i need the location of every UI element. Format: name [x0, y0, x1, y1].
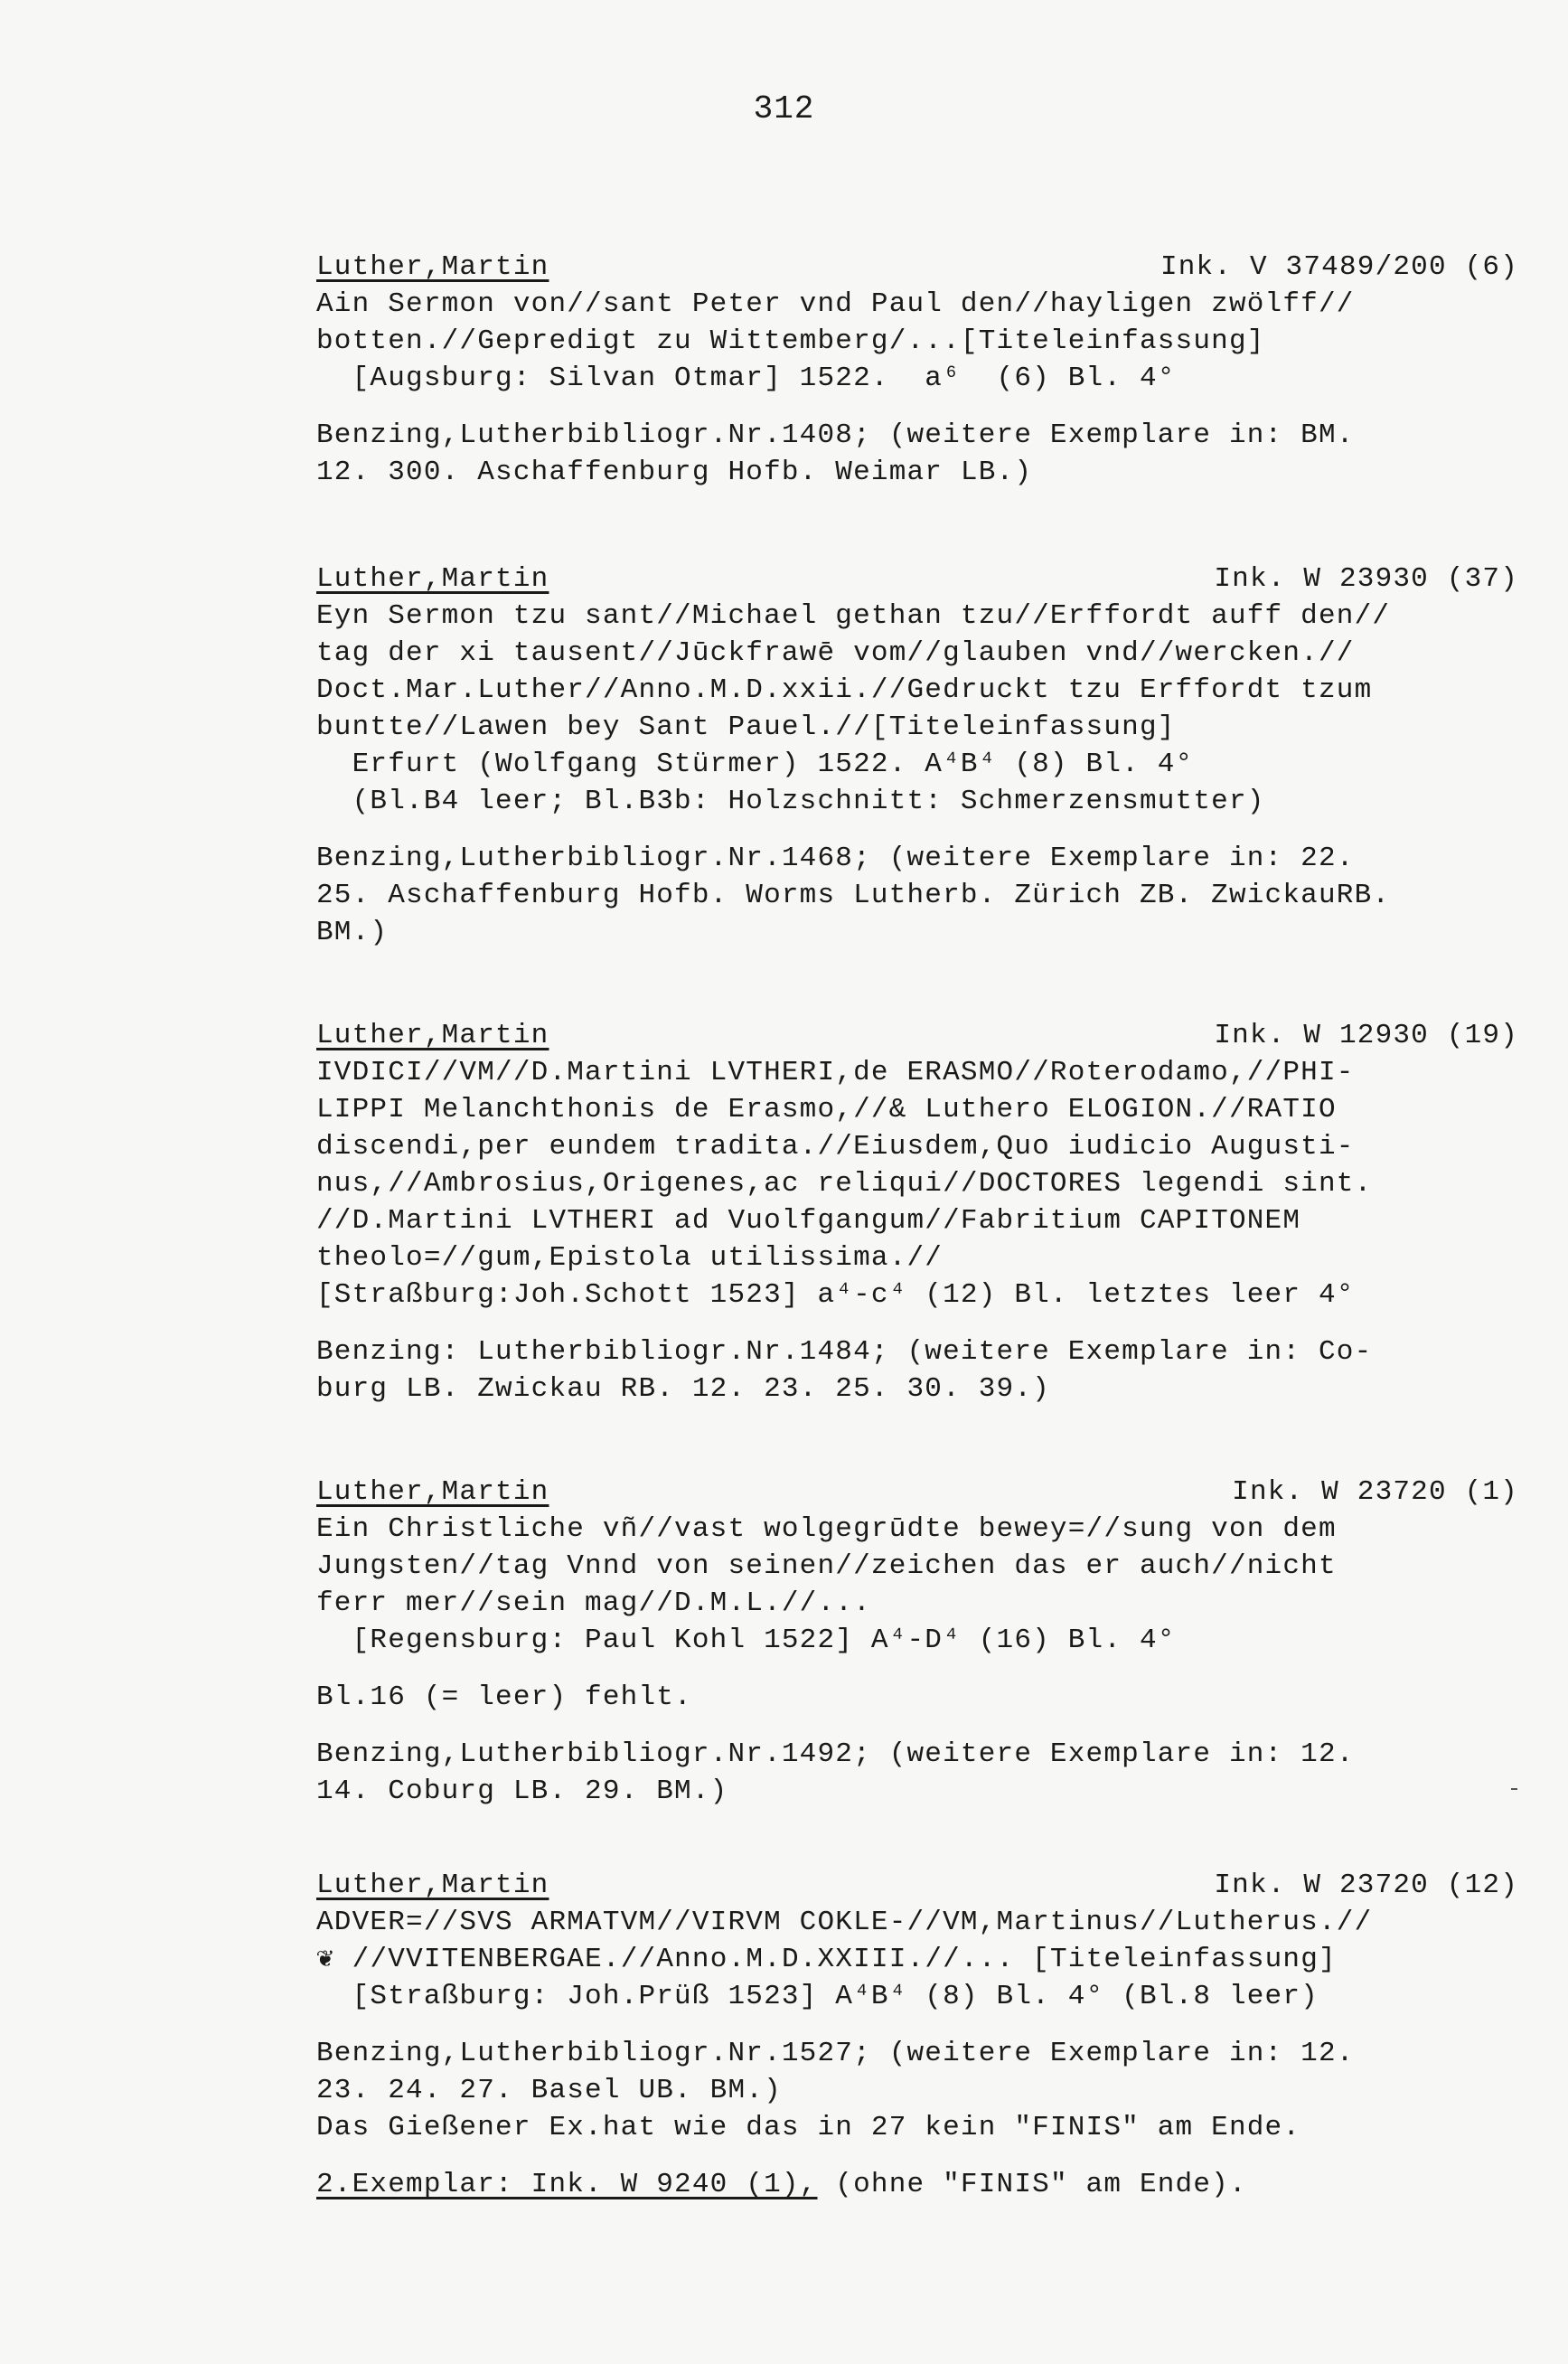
- page-number: 312: [753, 90, 815, 127]
- catalog-entry: [316, 1474, 1518, 1810]
- entry-author: Luther,Martin: [316, 1020, 549, 1051]
- title-line: theolo=//gum,Epistola utilissima.//: [316, 1242, 944, 1274]
- catalog-entry: [316, 1017, 1518, 1408]
- reference-line: BM.): [316, 917, 389, 948]
- reference-line: Benzing,Lutherbibliogr.Nr.1408; (weitere Exemplare in: BM.: [316, 419, 1355, 451]
- title-line: Jungsten//tag Vnnd von seinen//zeichen das er auch//nicht: [316, 1550, 1337, 1582]
- second-copy-note: (ohne "FINIS" am Ende).: [817, 2169, 1247, 2200]
- reference-line: 25. Aschaffenburg Hofb. Worms Lutherb. Zürich ZB. ZwickauRB.: [316, 880, 1391, 911]
- catalog-entry: [316, 249, 1518, 491]
- title-line: //D.Martini LVTHERI ad Vuolfgangum//Fabritium CAPITONEM: [316, 1205, 1301, 1237]
- reference-line: 14. Coburg LB. 29. BM.): [316, 1775, 728, 1807]
- entry-shelfmark: Ink. W 23720 (1): [1232, 1476, 1518, 1508]
- reference-line: 23. 24. 27. Basel UB. BM.): [316, 2075, 782, 2106]
- catalog-entry: [316, 560, 1518, 951]
- entry-heading: [316, 560, 1518, 598]
- reference-line: Benzing,Lutherbibliogr.Nr.1492; (weitere Exemplare in: 12.: [316, 1738, 1355, 1770]
- reference-line: 12. 300. Aschaffenburg Hofb. Weimar LB.): [316, 457, 1033, 488]
- page-edge-mark: [1511, 1788, 1517, 1790]
- title-line: [Regensburg: Paul Kohl 1522] A⁴-D⁴ (16) Bl. 4°: [316, 1625, 1176, 1656]
- entry-heading: [316, 1017, 1518, 1054]
- title-line: ADVER=//SVS ARMATVM//VIRVM COKLE-//VM,Martinus//Lutherus.//: [316, 1907, 1373, 1938]
- title-line: IVDICI//VM//D.Martini LVTHERI,de ERASMO//Roterodamo,//PHI-: [316, 1057, 1355, 1088]
- catalog-entry: [316, 1867, 1518, 2203]
- title-line: Ain Sermon von//sant Peter vnd Paul den//hayligen zwölff//: [316, 288, 1355, 320]
- second-copy-line: [316, 2166, 1518, 2203]
- title-line: LIPPI Melanchthonis de Erasmo,//& Luthero ELOGION.//RATIO: [316, 1094, 1337, 1125]
- title-line: [Augsburg: Silvan Otmar] 1522. a⁶ (6) Bl. 4°: [316, 363, 1176, 394]
- reference-line: Das Gießener Ex.hat wie das in 27 kein "FINIS" am Ende.: [316, 2112, 1301, 2143]
- title-line: Erfurt (Wolfgang Stürmer) 1522. A⁴B⁴ (8) Bl. 4°: [316, 749, 1194, 780]
- reference-line: Benzing: Lutherbibliogr.Nr.1484; (weitere Exemplare in: Co-: [316, 1336, 1373, 1368]
- title-line: (Bl.B4 leer; Bl.B3b: Holzschnitt: Schmerzensmutter): [316, 786, 1265, 817]
- second-copy-shelfmark: 2.Exemplar: Ink. W 9240 (1),: [316, 2169, 818, 2200]
- entry-heading: [316, 1474, 1518, 1511]
- title-line: [Straßburg:Joh.Schott 1523] a⁴-c⁴ (12) Bl. letztes leer 4°: [316, 1279, 1355, 1311]
- entry-author: Luther,Martin: [316, 251, 549, 283]
- title-line: buntte//Lawen bey Sant Pauel.//[Titeleinfassung]: [316, 711, 1176, 743]
- title-line: discendi,per eundem tradita.//Eiusdem,Quo iudicio Augusti-: [316, 1131, 1355, 1163]
- entry-shelfmark: Ink. W 23930 (37): [1214, 563, 1518, 595]
- title-line: Doct.Mar.Luther//Anno.M.D.xxii.//Gedruckt tzu Erffordt tzum: [316, 674, 1373, 706]
- reference-line: burg LB. Zwickau RB. 12. 23. 25. 30. 39.): [316, 1373, 1050, 1405]
- entry-heading: [316, 249, 1518, 286]
- title-line: botten.//Gepredigt zu Wittemberg/...[Titeleinfassung]: [316, 325, 1265, 357]
- title-line: ❦ //VVITENBERGAE.//Anno.M.D.XXIII.//... [Titeleinfassung]: [316, 1944, 1337, 1975]
- entry-heading: [316, 1867, 1518, 1904]
- entry-shelfmark: Ink. V 37489/200 (6): [1160, 251, 1518, 283]
- title-line: Eyn Sermon tzu sant//Michael gethan tzu//Erffordt auff den//: [316, 600, 1391, 632]
- title-line: ferr mer//sein mag//D.M.L.//...: [316, 1587, 871, 1619]
- reference-line: Benzing,Lutherbibliogr.Nr.1468; (weitere Exemplare in: 22.: [316, 843, 1355, 874]
- entry-author: Luther,Martin: [316, 1870, 549, 1901]
- title-line: Ein Christliche vñ//vast wolgegrūdte bewey=//sung von dem: [316, 1513, 1337, 1545]
- entry-author: Luther,Martin: [316, 563, 549, 595]
- entry-author: Luther,Martin: [316, 1476, 549, 1508]
- note-line: Bl.16 (= leer) fehlt.: [316, 1681, 692, 1713]
- title-line: [Straßburg: Joh.Prüß 1523] A⁴B⁴ (8) Bl. 4° (Bl.8 leer): [316, 1981, 1319, 2012]
- title-line: nus,//Ambrosius,Origenes,ac reliqui//DOCTORES legendi sint.: [316, 1168, 1373, 1200]
- title-line: tag der xi tausent//Jūckfrawē vom//glauben vnd//wercken.//: [316, 637, 1355, 669]
- entry-shelfmark: Ink. W 12930 (19): [1214, 1020, 1518, 1051]
- reference-line: Benzing,Lutherbibliogr.Nr.1527; (weitere Exemplare in: 12.: [316, 2038, 1355, 2069]
- entry-shelfmark: Ink. W 23720 (12): [1214, 1870, 1518, 1901]
